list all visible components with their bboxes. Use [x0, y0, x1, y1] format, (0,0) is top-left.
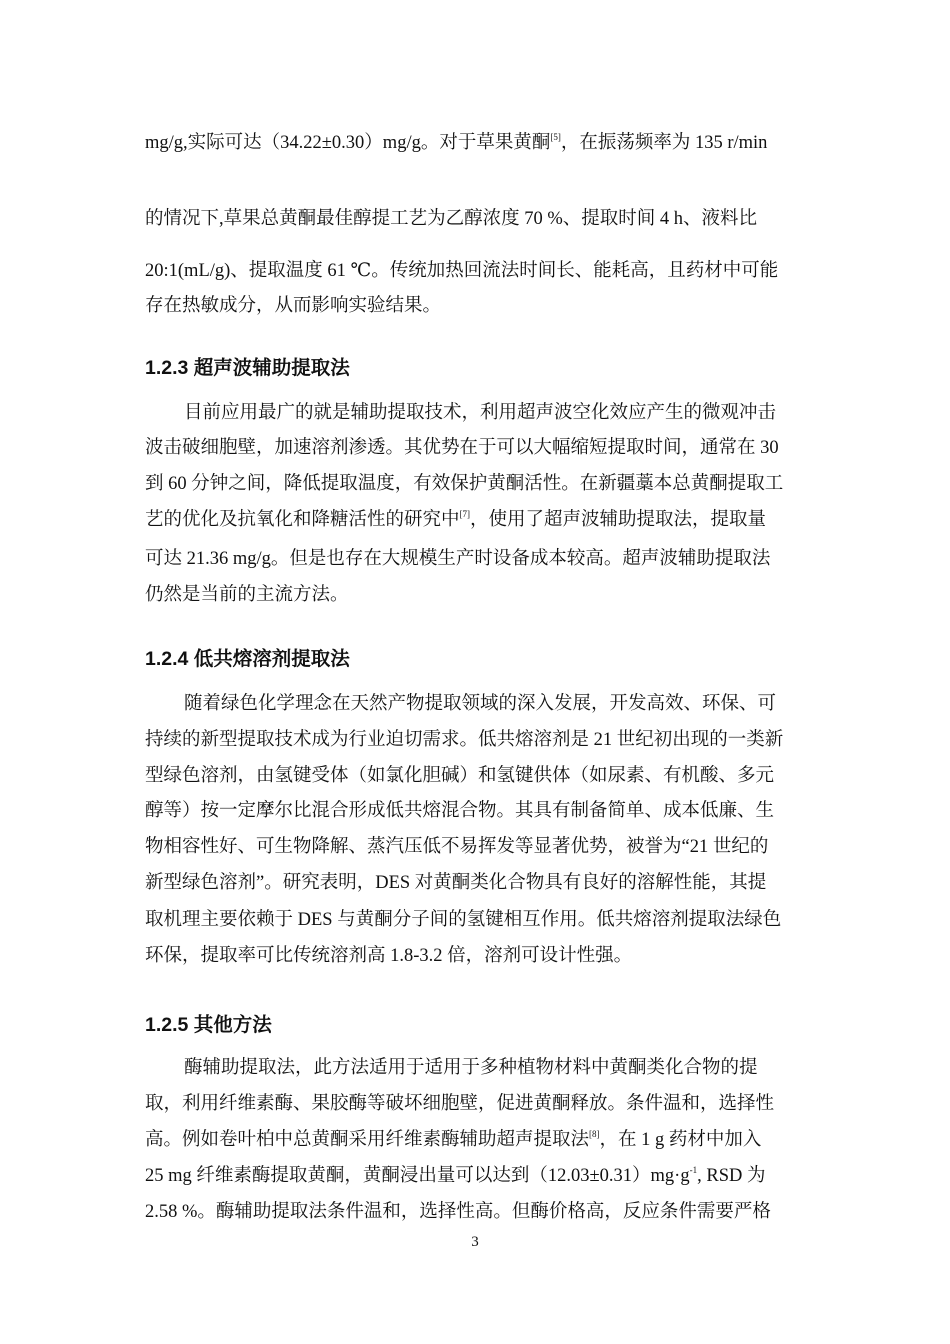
- text-line: 艺的优化及抗氧化和降糖活性的研究中[7]，使用了超声波辅助提取法，提取量: [145, 509, 767, 530]
- text-line: 25 mg 纤维素酶提取黄酮，黄酮浸出量可以达到$(12.03\pm 0.31)mg\cdot g^{-1}$, RSD 为: [145, 1165, 766, 1186]
- text-line: 取，利用纤维素酶、果胶酶等破坏细胞壁，促进黄酮释放。条件温和，选择性: [145, 1094, 775, 1114]
- text-line: 新型绿色溶剂”。研究表明，DES 对黄酮类化合物具有良好的溶解性能，其提: [145, 873, 767, 893]
- text-line: 取机理主要依赖于 DES 与黄酮分子间的氢键相互作用。低共熔溶剂提取法绿色: [145, 910, 782, 930]
- text-line: 酶辅助提取法，此方法适用于适用于多种植物材料中黄酮类化合物的提: [184, 1058, 758, 1078]
- text-line: 2.58 %。酶辅助提取法条件温和，选择性高。但酶价格高，反应条件需要严格: [145, 1202, 771, 1222]
- text-line: 20:1(mL/g)、提取温度 61 ℃。传统加热回流法时间长、能耗高，且药材中可能: [145, 261, 779, 281]
- text-line: 目前应用最广的就是辅助提取技术，利用超声波空化效应产生的微观冲击: [184, 403, 777, 423]
- text-line: mg/g,实际可达（34.22±0.30）mg/g。对于草果黄酮[5]，在振荡频率为 135 r/min: [145, 132, 768, 153]
- text-line: 环保，提取率可比传统溶剂高 1.8-3.2 倍，溶剂可设计性强。: [145, 946, 633, 966]
- text-line: 到 60 分钟之间，降低提取温度，有效保护黄酮活性。在新疆藁本总黄酮提取工: [145, 474, 784, 494]
- section-heading-1-2-4: 1.2.4 低共熔溶剂提取法: [145, 648, 350, 670]
- superscript: -1: [689, 1165, 698, 1175]
- text-line: 持续的新型提取技术成为行业迫切需求。低共熔溶剂是 21 世纪初出现的一类新: [145, 730, 784, 750]
- text-line: 波击破细胞壁，加速溶剂渗透。其优势在于可以大幅缩短提取时间，通常在 30: [145, 438, 779, 458]
- text-line: 物相容性好、可生物降解、蒸汽压低不易挥发等显著优势，被誉为“21 世纪的: [145, 837, 769, 857]
- text-line: 醇等）按一定摩尔比混合形成低共熔混合物。其具有制备简单、成本低廉、生: [145, 801, 775, 821]
- text-line: 存在热敏成分，从而影响实验结果。: [145, 296, 442, 316]
- citation-ref[interactable]: [5]: [550, 132, 561, 142]
- text-line: 仍然是当前的主流方法。: [145, 585, 349, 605]
- section-heading-1-2-3: 1.2.3 超声波辅助提取法: [145, 357, 350, 379]
- text-line: 高。例如卷叶柏中总黄酮采用纤维素酶辅助超声提取法[8]，在 1 g 药材中加入: [145, 1129, 762, 1150]
- citation-ref[interactable]: [7]: [459, 509, 471, 519]
- text-line: 的情况下,草果总黄酮最佳醇提工艺为乙醇浓度 70 %、提取时间 4 h、液料比: [145, 209, 758, 229]
- citation-ref[interactable]: [8]: [589, 1129, 600, 1139]
- text-line: 可达 21.36 mg/g。但是也存在大规模生产时设备成本较高。超声波辅助提取法: [145, 549, 771, 569]
- section-heading-1-2-5: 1.2.5 其他方法: [145, 1014, 272, 1036]
- page-number: 3: [471, 1234, 479, 1250]
- text-line: 型绿色溶剂，由氢键受体（如氯化胆碱）和氢键供体（如尿素、有机酸、多元: [145, 766, 775, 786]
- text-line: 随着绿色化学理念在天然产物提取领域的深入发展，开发高效、环保、可: [184, 694, 777, 714]
